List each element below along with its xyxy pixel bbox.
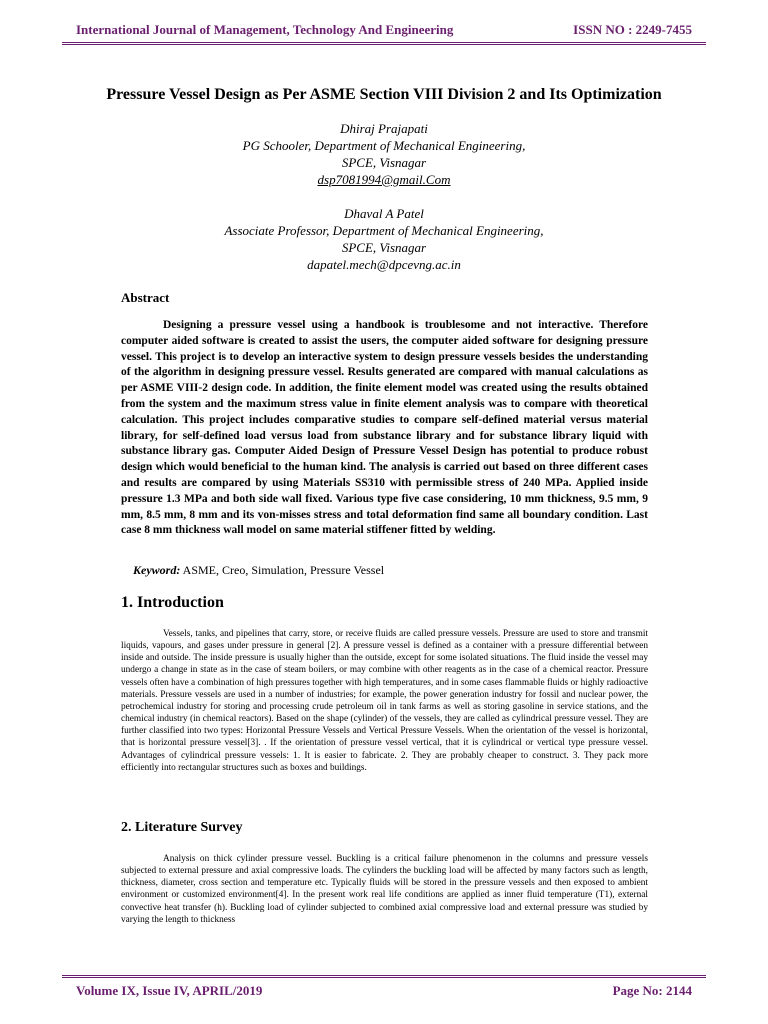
- author-block: [80, 120, 688, 188]
- footer-divider: [62, 975, 706, 978]
- volume-issue: Volume IX, Issue IV, APRIL/2019: [76, 983, 263, 998]
- journal-footer: [76, 983, 692, 999]
- journal-header: [76, 22, 692, 38]
- abstract-heading: Abstract: [121, 290, 170, 305]
- issn-number: ISSN NO : 2249-7455: [573, 22, 692, 37]
- abstract-text: Designing a pressure vessel using a handbook is troublesome and not interactive. Therefore computer aided software is created to assist the users, the computer aided software for designing pressure vessel. This project is to develop an interactive system to design pressure vessels besides the understanding of the algorithm in designing pressure vessel. Results generated are compared with manual calculations as per ASME VIII-2 design code. In addition, the finite element model was created using the results obtained from the system and the maximum stress value in finite element analysis was to compare with theoretical calculation. This project includes comparative studies to compare self-defined material versus material library, for self-defined load versus load from substance library and for substance library liquid with substance library gas. Computer Aided Design of Pressure Vessel Design has potential to produce robust design which would beneficial to the human kind. The analysis is carried out based on three different cases and results are compared by using Materials SS310 with permissible stress of 240 MPa. Applied inside pressure 1.3 MPa and both side wall fixed. Various type five case considering, 10 mm thickness, 9.5 mm, 9 mm, 8.5 mm, 8 mm and its von-misses stress and total deformation find same all boundary condition. Last case 8 mm thickness wall model on same material stiffener fitted by welding.: [121, 319, 648, 537]
- keywords-text: ASME, Creo, Simulation, Pressure Vessel: [182, 563, 385, 577]
- paper-title: Pressure Vessel Design as Per ASME Section VIII Division 2 and Its Optimization: [106, 86, 662, 103]
- author-role: Associate Professor, Department of Mechanical Engineering,: [224, 223, 544, 238]
- author-institute: SPCE, Visnagar: [341, 240, 427, 255]
- literature-survey-text: Analysis on thick cylinder pressure vessel. Buckling is a critical failure phenomenon in the columns and pressure vessels subjected to external pressure and axial compressive loads. The cylinders the buckling load will be affected by many factors such as length, thickness, diameter, cross section and temperature etc. Typically fluids will be stored in the pressure vessels and then exposed to ambient environment or customized environment[4]. In the present work real life conditions are applied as inner fluid temperature (T1), external convective heat transfer (h). Buckling load of cylinder subjected to combined axial compressive load and external pressure was studied by varying the length to thickness: [121, 854, 648, 925]
- introduction-text: Vessels, tanks, and pipelines that carry, store, or receive fluids are called pressure vessels. Pressure are used to store and transmit liquids, vapours, and gases under pressure in general [2]. A pressure vessel is defined as a container with a pressure differential between inside and outside. The inside pressure is usually higher than the outside, except for some isolated situations. The fluid inside the vessel may undergo a change in state as in the case of steam boilers, or may combine with other reagents as in the case of a chemical reactor. Pressure vessels often have a combination of high pressures together with high temperatures, and in some cases flammable fluids or highly radioactive materials. Pressure vessels are used in a number of industries; for example, the power generation industry for fossil and nuclear power, the petrochemical industry for storing and processing crude petroleum oil in tank farms as well as storing gasoline in service stations, and the chemical industry (in chemical reactors). Based on the shape (cylinder) of the vessels, they are called as cylindrical pressure vessel. They are further classified into two types: Horizontal Pressure Vessels and Vertical Pressure Vessels. When the orientation of the vessel is horizontal, that is horizontal pressure vessel[3]. . If the orientation of pressure vessel vertical, that it is cylindrical or vertical type pressure vessel. Advantages of cylindrical pressure vessels: 1. It is easier to fabricate. 2. They are probably cheaper to construct. 3. They pack more efficiently into rectangular structures such as boxes and buildings.: [121, 629, 648, 773]
- keywords-label: Keyword:: [133, 563, 181, 577]
- journal-name: International Journal of Management, Technology And Engineering: [76, 22, 454, 37]
- author-role: PG Schooler, Department of Mechanical Engineering,: [242, 138, 526, 153]
- author-block: [80, 205, 688, 273]
- author-institute: SPCE, Visnagar: [341, 155, 427, 170]
- author-email-link[interactable]: dsp7081994@gmail.Com: [317, 172, 451, 187]
- author-list: [80, 120, 688, 290]
- keywords-line: [133, 563, 384, 578]
- author-name: Dhiraj Prajapati: [340, 121, 428, 136]
- author-email: dapatel.mech@dpcevng.ac.in: [307, 257, 461, 272]
- introduction-heading: 1. Introduction: [121, 594, 224, 611]
- header-divider: [62, 42, 706, 45]
- author-name: Dhaval A Patel: [344, 206, 424, 221]
- page-number: Page No: 2144: [612, 983, 692, 998]
- literature-survey-heading: 2. Literature Survey: [121, 820, 243, 835]
